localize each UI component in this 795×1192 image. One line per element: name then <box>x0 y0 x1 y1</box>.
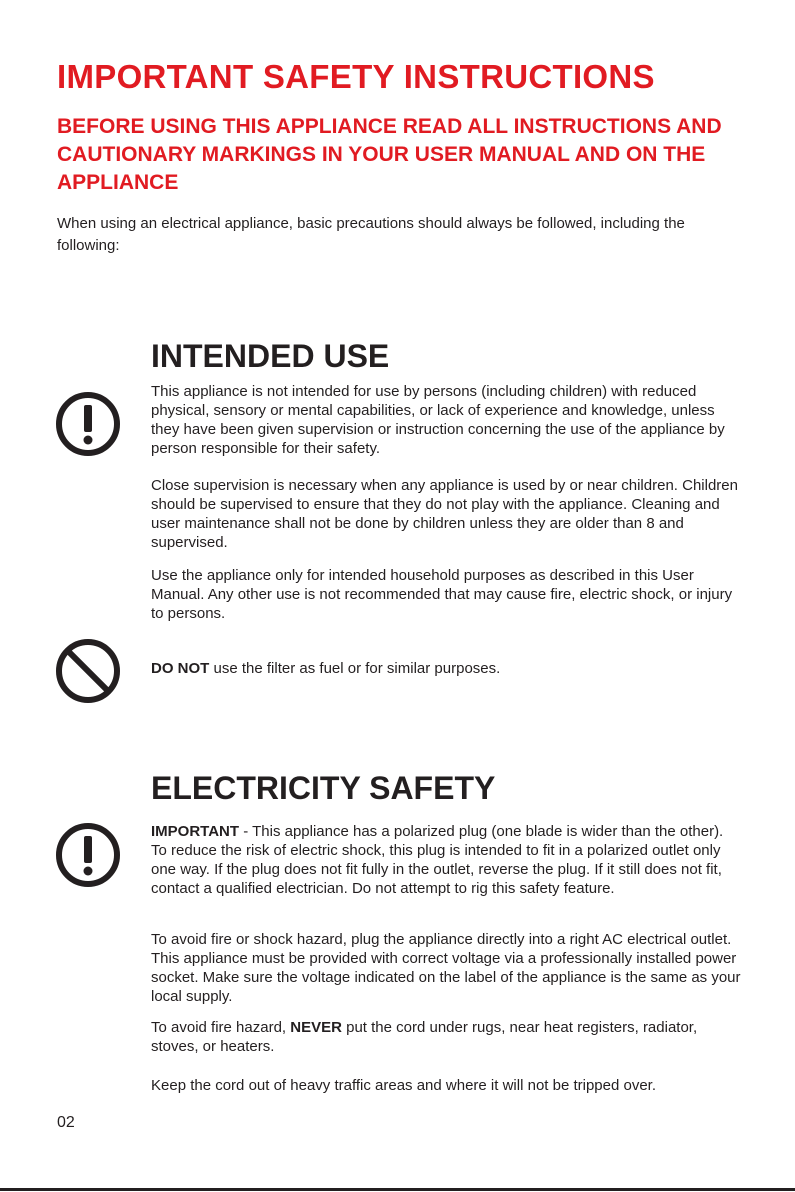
exclamation-circle-icon <box>55 822 121 888</box>
bottom-rule <box>0 1188 795 1191</box>
intended-use-paragraph-2: Close supervision is necessary when any appliance is used by or near children. Children should be supervised to ensure that they do not play with the appliance. Cleaning and user maintenance shall not be done by children unless they are older than 8 and supervised. <box>151 477 738 551</box>
section-title-electricity-safety: ELECTRICITY SAFETY <box>151 770 496 806</box>
exclamation-circle-icon <box>55 391 121 457</box>
never-label: NEVER <box>290 1019 342 1036</box>
never-pre-text: To avoid fire hazard, <box>151 1019 291 1036</box>
important-text: - This appliance has a polarized plug (one blade is wider than the other). To reduce the risk of electric shock, this plug is intended to fit in a polarized outlet only one way. If the plug does not fit fully in the outlet, reverse the plug. If it still does not fit, contact a qualified electrician. Do not attempt to rig this safety feature. <box>151 823 724 897</box>
page-title: IMPORTANT SAFETY INSTRUCTIONS <box>57 58 655 95</box>
intended-use-paragraph-3: Use the appliance only for intended household purposes as described in this User Manual. Any other use is not recommended that may cause fire, electric shock, or injury to persons. <box>151 567 733 622</box>
important-label: IMPORTANT <box>151 823 240 840</box>
electricity-paragraph-3 <box>151 1018 741 1056</box>
never-post-text: put the cord under rugs, near heat registers, radiator, stoves, or heaters. <box>151 1019 698 1055</box>
page-number: 02 <box>57 1114 75 1131</box>
intro-text: When using an electrical appliance, basic precautions should always be followed, including the following: <box>57 215 685 254</box>
do-not-paragraph <box>151 659 741 678</box>
important-paragraph <box>151 822 741 898</box>
section-title-intended-use: INTENDED USE <box>151 338 390 374</box>
electricity-paragraph-2: To avoid fire or shock hazard, plug the appliance directly into a right AC electrical outlet. This appliance must be provided with correct voltage via a professionally installed power socket. Make sure the voltage indicated on the label of the appliance is the same as your local supply. <box>151 931 741 1005</box>
intended-use-paragraph-1: This appliance is not intended for use by persons (including children) with reduced physical, sensory or mental capabilities, or lack of experience and knowledge, unless they have been given supervision or instruction concerning the use of the appliance by person responsible for their safety. <box>151 383 725 457</box>
prohibited-icon <box>55 638 121 704</box>
electricity-paragraph-4: Keep the cord out of heavy traffic areas and where it will not be tripped over. <box>151 1077 657 1094</box>
do-not-text: use the filter as fuel or for similar purposes. <box>209 660 501 677</box>
do-not-label: DO NOT <box>151 660 210 677</box>
page-subtitle: BEFORE USING THIS APPLIANCE READ ALL INSTRUCTIONS AND CAUTIONARY MARKINGS IN YOUR USER MANUAL AND ON THE APPLIANCE <box>57 115 722 194</box>
